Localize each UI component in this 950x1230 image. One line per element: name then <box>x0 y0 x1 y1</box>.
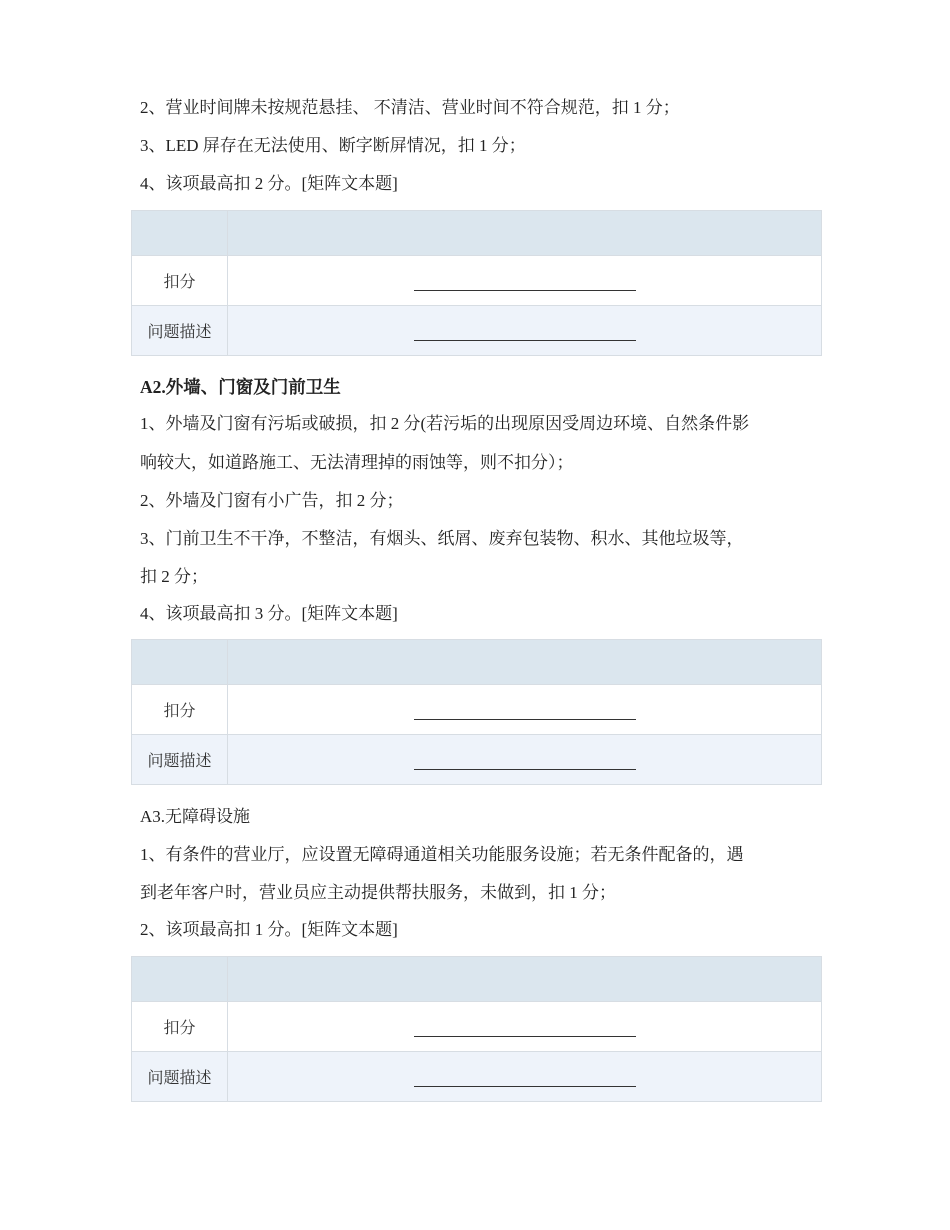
text-answer-cell[interactable] <box>228 1052 821 1101</box>
paragraph-line: 3、门前卫生不干净，不整洁，有烟头、纸屑、废弃包装物、积水、其他垃圾等， <box>140 529 744 548</box>
text-answer-cell[interactable] <box>228 306 821 355</box>
row-label: 扣分 <box>132 1002 228 1051</box>
matrix-header-cell <box>132 211 228 255</box>
matrix-table <box>131 639 822 785</box>
matrix-header-cell <box>132 957 228 1001</box>
paragraph-line: 4、该项最高扣 2 分。[矩阵文本题] <box>140 174 398 193</box>
row-label: 扣分 <box>132 685 228 734</box>
paragraph-line: 扣 2 分； <box>140 567 208 586</box>
matrix-row-description <box>132 1051 821 1101</box>
matrix-header-cell <box>132 640 228 684</box>
matrix-row-deduction <box>132 255 821 305</box>
matrix-header-cell <box>228 211 821 255</box>
paragraph-line: 2、营业时间牌未按规范悬挂、 不清洁、营业时间不符合规范，扣 1 分； <box>140 98 680 117</box>
paragraph-line: 到老年客户时，营业员应主动提供帮扶服务，未做到，扣 1 分； <box>140 883 616 902</box>
section-heading: A3.无障碍设施 <box>140 807 251 826</box>
answer-blank-line[interactable] <box>414 753 636 770</box>
row-label: 问题描述 <box>132 306 228 355</box>
matrix-header-row <box>132 640 821 684</box>
matrix-header-row <box>132 211 821 255</box>
paragraph-line: 2、该项最高扣 1 分。[矩阵文本题] <box>140 920 398 939</box>
paragraph-line: 响较大，如道路施工、无法清理掉的雨蚀等，则不扣分）； <box>140 453 574 472</box>
paragraph-line: 3、LED 屏存在无法使用、断字断屏情况，扣 1 分； <box>140 136 526 155</box>
matrix-row-description <box>132 734 821 784</box>
row-label: 问题描述 <box>132 1052 228 1101</box>
answer-blank-line[interactable] <box>414 1020 636 1037</box>
text-answer-cell[interactable] <box>228 1002 821 1051</box>
paragraph-line: 2、外墙及门窗有小广告，扣 2 分； <box>140 491 404 510</box>
paragraph-line: 4、该项最高扣 3 分。[矩阵文本题] <box>140 604 398 623</box>
answer-blank-line[interactable] <box>414 324 636 341</box>
paragraph-line: 1、外墙及门窗有污垢或破损，扣 2 分(若污垢的出现原因受周边环境、自然条件影 <box>140 414 750 433</box>
row-label: 扣分 <box>132 256 228 305</box>
section-heading: A2.外墙、门窗及门前卫生 <box>140 377 341 397</box>
matrix-header-row <box>132 957 821 1001</box>
matrix-row-description <box>132 305 821 355</box>
matrix-table <box>131 956 822 1102</box>
text-answer-cell[interactable] <box>228 256 821 305</box>
row-label: 问题描述 <box>132 735 228 784</box>
answer-blank-line[interactable] <box>414 1070 636 1087</box>
text-answer-cell[interactable] <box>228 735 821 784</box>
matrix-row-deduction <box>132 684 821 734</box>
matrix-header-cell <box>228 957 821 1001</box>
text-answer-cell[interactable] <box>228 685 821 734</box>
matrix-row-deduction <box>132 1001 821 1051</box>
answer-blank-line[interactable] <box>414 703 636 720</box>
matrix-header-cell <box>228 640 821 684</box>
matrix-table <box>131 210 822 356</box>
answer-blank-line[interactable] <box>414 274 636 291</box>
paragraph-line: 1、有条件的营业厅，应设置无障碍通道相关功能服务设施；若无条件配备的，遇 <box>140 845 744 864</box>
